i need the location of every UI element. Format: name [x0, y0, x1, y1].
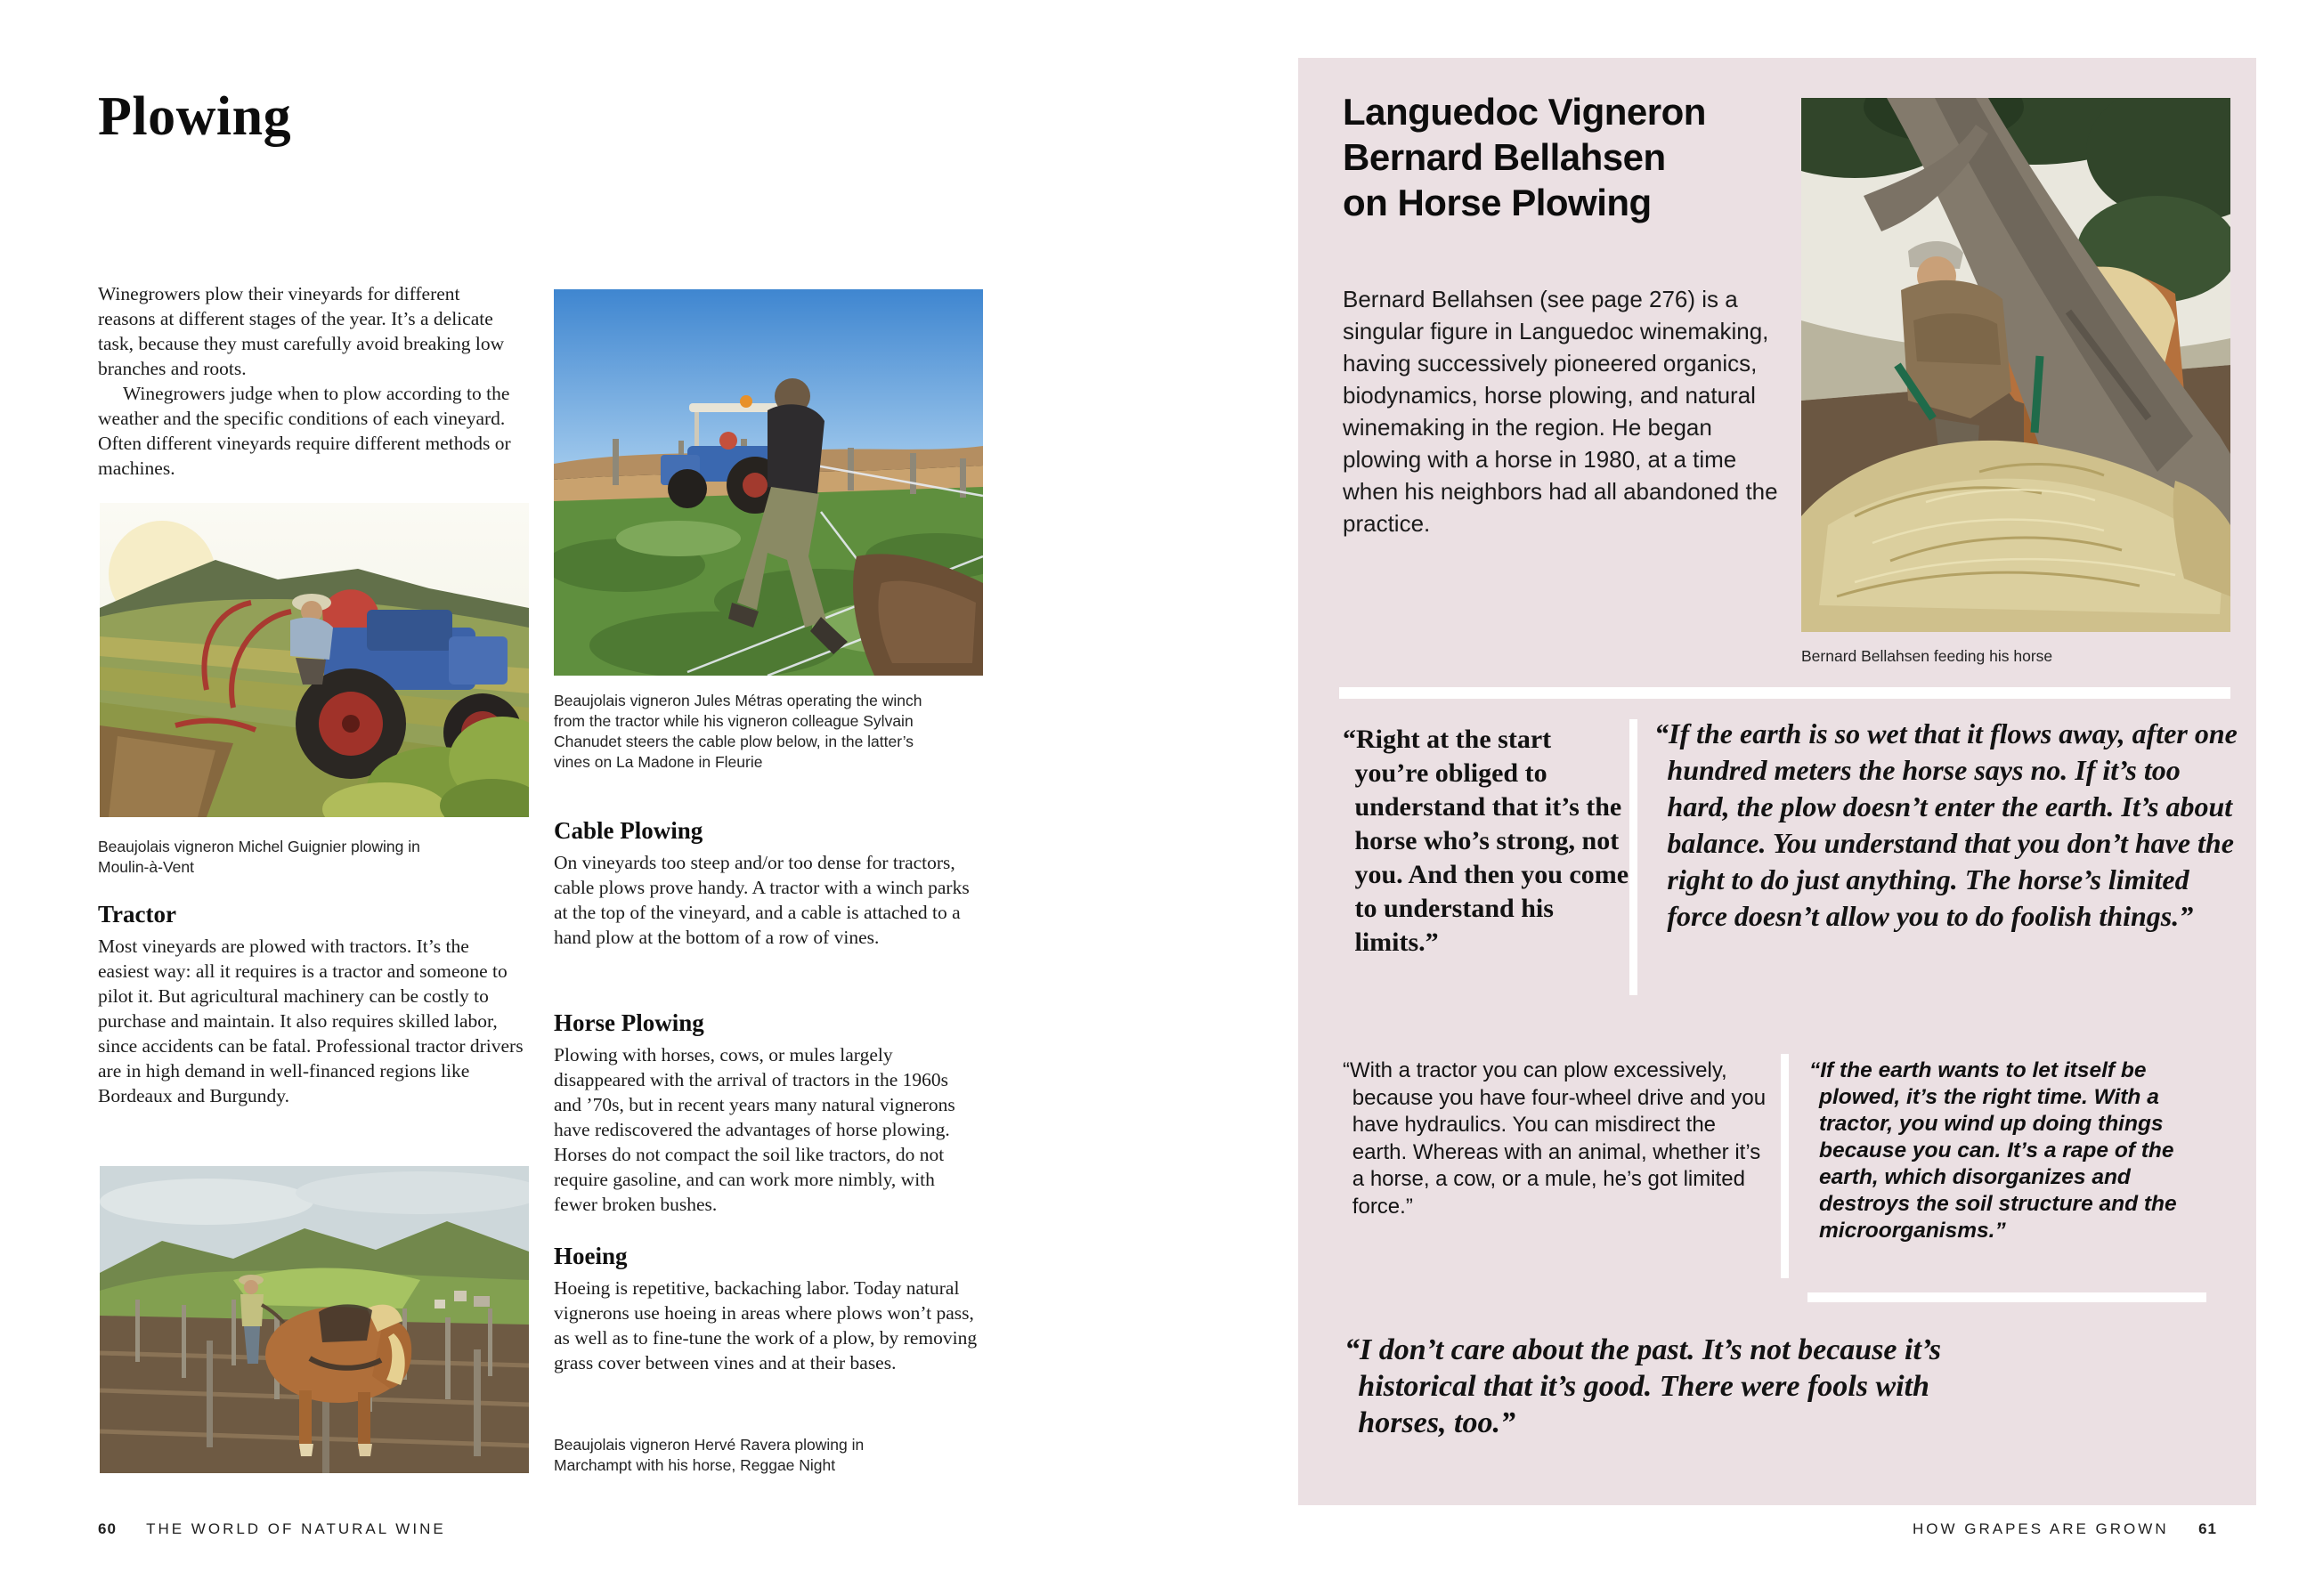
photo-cable-plowing [554, 289, 983, 676]
caption-feeding-horse: Bernard Bellahsen feeding his horse [1801, 647, 2053, 665]
intro-paragraph-1: Winegrowers plow their vineyards for different reasons at different stages of the year. It’s a delicate task, because they must carefully avoid breaking low branches and roots. [98, 283, 505, 379]
quote-right-at-start: “Right at the start you’re obliged to understand that it’s the horse who’s strong, not you. And then you come to understand his limits.” [1343, 725, 1629, 957]
divider-vertical-quotes-2 [1781, 1054, 1789, 1278]
intro-paragraph-2: Winegrowers judge when to plow according to the weather and the specific conditions of each vineyard. Often different vineyards require different methods or machines. [98, 383, 511, 479]
section-heading-hoeing: Hoeing [554, 1243, 628, 1269]
quote-tractor-excess: “With a tractor you can plow excessively, because you have four-wheel drive and you have hydraulics. You can misdirect the earth. Whereas with an animal, whether it’s a horse, a cow, or a mule, he’s got limited force.” [1343, 1058, 1767, 1219]
caption-cable-photo: Beaujolais vigneron Jules Métras operating the winch from the tractor while his vigneron colleague Sylvain Chanudet steers the cable plow below, in the latter’s vines on La Madone in Fleurie [554, 692, 922, 771]
feature-title [1343, 89, 1788, 225]
section-body-horse-plowing: Plowing with horses, cows, or mules largely disappeared with the arrival of tractors in the 1960s and ’70s, but in recent years many natural vignerons have rediscovered the advantages of horse plowing. Horses do not compact the soil like tractors, do not require gasoline, and can work more nimbly, with fewer broken bushes. [554, 1044, 955, 1215]
section-heading-cable-plowing: Cable Plowing [554, 817, 703, 844]
section-cable-plowing [554, 817, 979, 950]
photo-feeding-horse [1801, 98, 2230, 632]
page-title: Plowing [98, 86, 292, 147]
section-hoeing [554, 1243, 979, 1375]
footer-chapter-title: HOW GRAPES ARE GROWN [1912, 1520, 2169, 1537]
quote-earth-wants: “If the earth wants to let itself be plowed, it’s the right time. With a tractor, you wind up doing things because you can. It’s a rape of the earth, which disorganizes and destroys the soil structure and the microorganisms.” [1809, 1058, 2177, 1243]
feature-intro: Bernard Bellahsen (see page 276) is a singular figure in Languedoc winemaking, having successively pioneered organics, biodynamics, horse plowing, and natural winemaking in the region. He began plowing with a horse in 1980, at a time when his neighbors had all abandoned the practice. [1343, 286, 1778, 537]
photo-horse-plowing [100, 1166, 529, 1473]
divider-horizontal-top [1339, 687, 2230, 699]
divider-horizontal-bottom [1807, 1292, 2206, 1302]
footer-book-title: THE WORLD OF NATURAL WINE [146, 1520, 446, 1537]
footer-page-number-right: 61 [2198, 1520, 2217, 1537]
intro-paragraphs [98, 281, 515, 481]
quote-wet-earth: “If the earth is so wet that it flows away, after one hundred meters the horse says no. If it’s too hard, the plow doesn’t enter the earth. It’s about balance. You understand that you don’t have the right to do just anything. The horse’s limited force doesn’t allow you to do foolish things.” [1654, 717, 2238, 932]
feature-title-line-3: on Horse Plowing [1343, 182, 1652, 223]
horse-plowing-illustration [100, 1166, 529, 1473]
feeding-horse-illustration [1801, 98, 2230, 632]
section-body-cable-plowing: On vineyards too steep and/or too dense for tractors, cable plows prove handy. A tractor with a winch parks at the top of the vineyard, and a cable is attached to a hand plow at the bottom of a row of vines. [554, 852, 970, 948]
feature-title-line-2: Bernard Bellahsen [1343, 136, 1666, 178]
section-body-hoeing: Hoeing is repetitive, backaching labor. Today natural vignerons use hoeing in areas where plows won’t pass, as well as to fine-tune the work of a plow, by removing grass cover between vines and at their bases. [554, 1277, 978, 1373]
caption-tractor-photo: Beaujolais vigneron Michel Guignier plowing in Moulin-à-Vent [98, 838, 420, 876]
caption-horse-photo: Beaujolais vigneron Hervé Ravera plowing in Marchampt with his horse, Reggae Night [554, 1436, 865, 1474]
section-horse-plowing [554, 1009, 979, 1217]
section-heading-horse-plowing: Horse Plowing [554, 1009, 704, 1036]
section-tractor [98, 901, 524, 1108]
footer-right [1772, 1520, 2217, 1538]
photo-tractor-vineyard [100, 503, 529, 817]
section-heading-tractor: Tractor [98, 901, 176, 928]
section-body-tractor: Most vineyards are plowed with tractors. It’s the easiest way: all it requires is a tractor and someone to pilot it. But agricultural machinery can be costly to purchase and maintain. It also requires skilled labor, since accidents can be fatal. Professional tractor drivers are in high demand in well-financed regions like Bordeaux and Burgundy. [98, 936, 524, 1106]
cable-plowing-illustration [554, 289, 983, 676]
tractor-vineyard-illustration [100, 503, 529, 817]
quote-dont-care-past: “I don’t care about the past. It’s not because it’s historical that it’s good. There were fools with horses, too.” [1344, 1333, 1941, 1439]
footer-page-number-left: 60 [98, 1520, 117, 1537]
feature-title-line-1: Languedoc Vigneron [1343, 91, 1706, 133]
footer-left [98, 1520, 446, 1538]
